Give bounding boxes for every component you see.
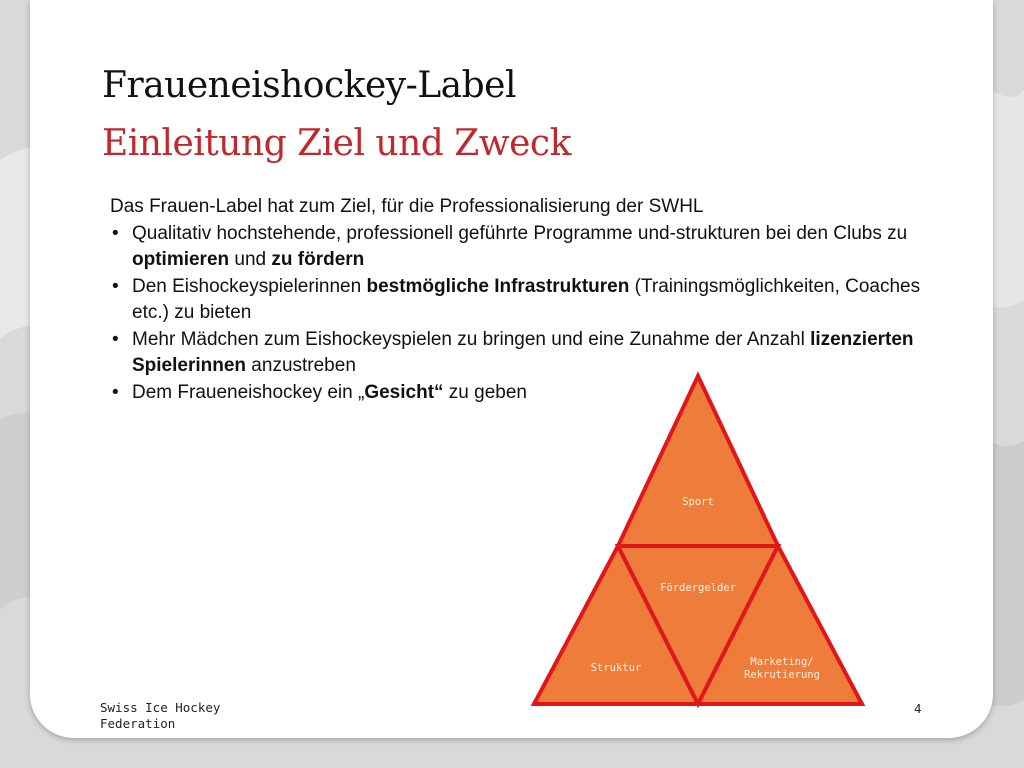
bullet-text: (Trainingsmöglichkeiten, Coaches etc.) zu bieten — [132, 275, 921, 323]
bullet-emphasis: optimieren — [132, 249, 230, 270]
pyramid-label-struktur: Struktur — [590, 662, 642, 674]
bullet-text: anzustreben — [246, 355, 356, 376]
bullet-text: zu geben — [443, 381, 527, 403]
slide-subtitle: Einleitung Ziel und Zweck — [102, 123, 571, 164]
pyramid-label-marketing: Marketing/ — [750, 656, 814, 668]
slide-title: Fraueneishockey-Label — [102, 65, 516, 106]
pyramid-label-rekrutierung: Rekrutierung — [744, 669, 820, 681]
intro-text: Das Frauen-Label hat zum Ziel, für die Professionalisierung der SWHL — [110, 196, 704, 217]
bullet-emphasis: Gesicht“ — [364, 381, 444, 403]
bullet-text: Dem Fraueneishockey ein „ — [132, 381, 365, 403]
pyramid-diagram — [520, 368, 880, 718]
bullet-text: Mehr Mädchen zum Eishockeyspielen zu bringen und eine Zunahme der Anzahl — [132, 328, 811, 350]
page-number: 4 — [914, 701, 922, 716]
footer-organization: Swiss Ice Hockey Federation — [100, 700, 221, 731]
pyramid-label-foerdergelder: Fördergelder — [660, 582, 736, 594]
pyramid-label-sport: Sport — [682, 496, 714, 508]
pyramid-triangle-top — [618, 376, 778, 546]
bullet-text: Den Eishockeyspielerinnen — [132, 275, 367, 297]
bullet-item — [110, 274, 960, 327]
bullet-item — [110, 221, 960, 274]
bullet-text: Qualitativ hochstehende, professionell geführte Programme und-strukturen bei den Clubs zu — [132, 222, 908, 244]
bullet-emphasis: lizenzierten Spielerinnen — [132, 328, 914, 376]
bullet-text: und — [229, 249, 272, 270]
bullet-emphasis: bestmögliche Infrastrukturen — [366, 275, 630, 297]
bullet-emphasis: zu fördern — [271, 249, 365, 270]
